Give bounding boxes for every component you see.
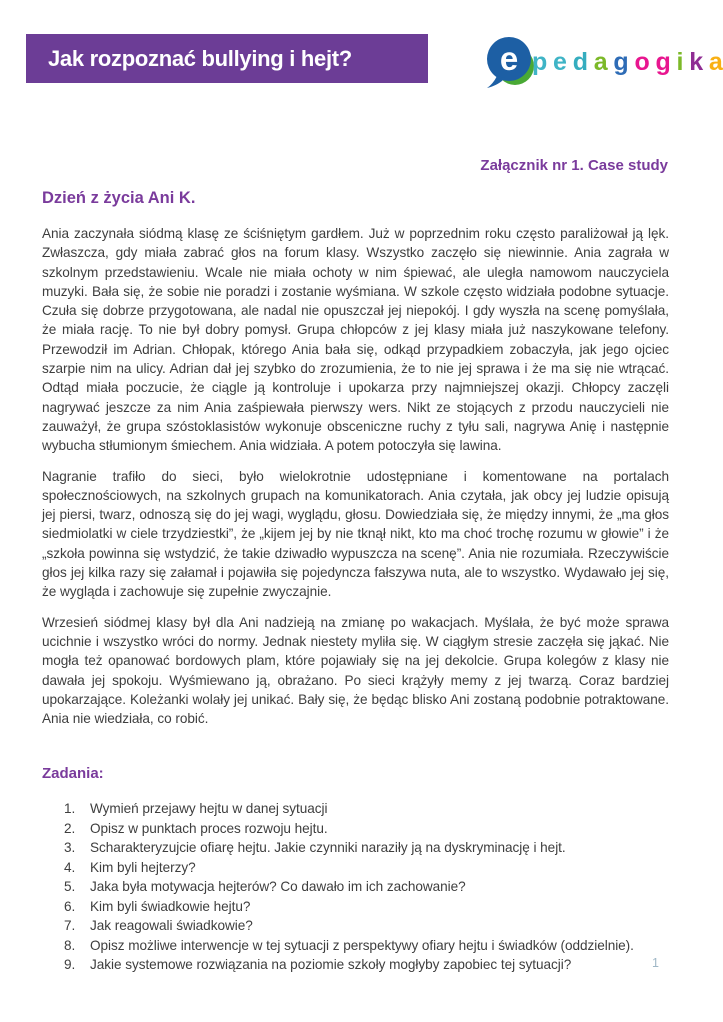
tasks-list xyxy=(42,799,669,975)
task-item: Opisz możliwe interwencje w tej sytuacji z perspektywy ofiary hejtu i świadków (oddzielnie). xyxy=(90,937,634,953)
task-item: Kim byli świadkowie hejtu? xyxy=(90,898,251,914)
epedagogika-logo xyxy=(486,36,723,88)
logo-letter: k xyxy=(689,47,703,76)
document-body xyxy=(42,189,669,975)
paragraph-3: Wrzesień siódmej klasy był dla Ani nadzieją na zmianę po wakacjach. Myślała, że być może sprawa ucichnie i wszystko wróci do normy. Jednak niestety myliła się. W ciągłym stresie zaczęła się jąkać. Nie mogła też opanować bordowych plam, które pojawiały się na jej dekolcie. Grupa kolegów z klasy nie dawała jej spokoju. Wyśmiewano ją, obrażano. Po sieci krążyły memy z jej twarzą. Coraz bardziej upokarzające. Koleżanki wolały jej unikać. Bały się, że będąc blisko Ani zostaną podobnie potraktowane. Ania nie wiedziała, co robić. xyxy=(42,614,669,727)
task-item: Kim byli hejterzy? xyxy=(90,859,196,875)
logo-wordmark xyxy=(532,48,722,77)
task-item: Wymień przejawy hejtu w danej sytuacji xyxy=(90,801,328,817)
task-item: Jak reagowali świadkowie? xyxy=(90,918,253,934)
svg-text:e: e xyxy=(499,40,519,77)
logo-letter: e xyxy=(553,47,567,76)
attachment-label: Załącznik nr 1. Case study xyxy=(480,157,668,174)
logo-letter: o xyxy=(634,47,650,76)
tasks-heading: Zadania: xyxy=(42,765,104,783)
logo-letter: i xyxy=(676,47,683,76)
case-study-title: Dzień z życia Ani K. xyxy=(42,189,196,207)
task-item: Scharakteryzujcie ofiarę hejtu. Jakie czynniki naraziły ją na dyskryminację i hejt. xyxy=(90,840,566,856)
page-number: 1 xyxy=(652,956,659,970)
paragraph-2: Nagranie trafiło do sieci, było wielokrotnie udostępniane i komentowane na portalach społecznościowych, na szkolnych grupach na komunikatorach. Ania czytała, jak obcy jej ludzie opisują jej piersi, twarz, odnoszą się do jej wagi, wyglądu, głosu. Dowiedziała się, że między innymi, że „ma głos siedmiolatki w ciele trzydziestki”, że „kijem jej by nie tknął nikt, kto ma choć trochę rozumu w głowie” i że „szkoła powinna się wstydzić, że takie dziwadło wypuszcza na scenę”. Ania nie rozumiała. Rzeczywiście głos jej kilka razy się załamał i pojawiła się pojedyncza fałszywa nuta, ale to wszystko. Wydawało jej się, że wygląda i zachowuje się zupełnie zwyczajnie. xyxy=(42,468,669,600)
task-item: Jakie systemowe rozwiązania na poziomie szkoły mogłyby zapobiec tej sytuacji? xyxy=(90,957,572,973)
logo-letter: p xyxy=(532,47,547,76)
logo-letter: g xyxy=(655,47,671,76)
paragraph-1: Ania zaczynała siódmą klasę ze ściśniętym gardłem. Już w poprzednim roku często paraliżował ją lęk. Zwłaszcza, gdy miała zabrać głos na forum klasy. Wszystko zaczęło się niewinnie. Ania zagrała w szkolnym przedstawieniu. Wcale nie miała ochoty w nim śpiewać, ale uległa namowom nauczyciela muzyki. Bała się, że sobie nie poradzi i zostanie wyśmiana. W szkole często widziała podobne sytuacje. Czuła się dobrze przygotowana, ale nadal nie opuszczał jej niepokój. I gdy wyszła na scenę pomyślała, że miała rację. To nie był dobry pomysł. Grupa chłopców z jej klasy miała już naszykowane telefony. Przewodził im Adrian. Chłopak, którego Ania bała się, odkąd przypadkiem zobaczyła, jak jego ojciec szarpie nim na ulicy. Adrian dał jej szybko do zrozumienia, że to nie jej sprawa i że ma się nie wtrącać. Odtąd miała poczucie, że ciągle ją kontroluje i upokarza przy najmniejszej okazji. Chłopcy zaczęli nagrywać jeszcze za nim Ania zaśpiewała pierwszy wers. Nikt ze stojących z przodu nauczycieli nie zauważył, że grupa szóstoklasistów wykonuje obsceniczne ruchy z tyłu sali, nagrywa Anię i następnie wybucha stłumionym śmiechem. Ania widziała. A potem potoczyła się lawina. xyxy=(42,226,669,454)
task-item: Jaka była motywacja hejterów? Co dawało im ich zachowanie? xyxy=(90,879,466,895)
logo-letter: a xyxy=(708,47,723,76)
task-item: Opisz w punktach proces rozwoju hejtu. xyxy=(90,820,328,836)
document-title: Jak rozpoznać bullying i hejt? xyxy=(48,45,352,71)
logo-letter: d xyxy=(572,47,588,76)
title-bar xyxy=(26,34,428,83)
logo-letter: a xyxy=(593,47,608,76)
epedagogika-logo-icon xyxy=(486,36,536,88)
logo-letter: g xyxy=(613,47,629,76)
